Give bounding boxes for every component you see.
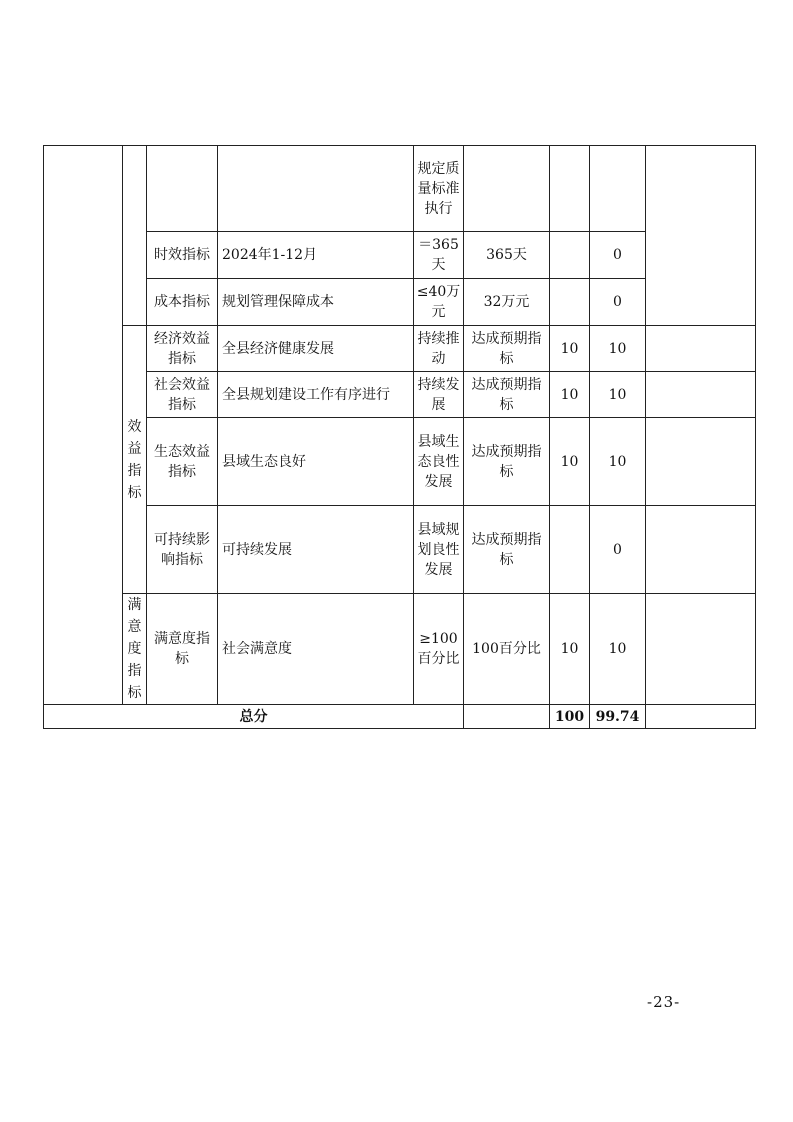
weight-cell: 10 [550, 326, 590, 372]
target-cell: ＝365天 [414, 232, 464, 279]
remark-cell [646, 146, 756, 326]
score-cell: 0 [590, 232, 646, 279]
benefit-group-cell: 效益指标 [123, 326, 147, 594]
actual-cell: 365天 [464, 232, 550, 279]
actual-cell: 32万元 [464, 279, 550, 326]
actual-cell: 100百分比 [464, 594, 550, 705]
weight-cell [550, 506, 590, 594]
indicator-cell: 生态效益指标 [147, 418, 218, 506]
remark-cell [646, 594, 756, 705]
target-cell: 持续发展 [414, 372, 464, 418]
target-cell: 持续推动 [414, 326, 464, 372]
indicator-cell: 社会效益指标 [147, 372, 218, 418]
satisfaction-group-cell: 满意度指标 [123, 594, 147, 705]
indicator-cell: 满意度指标 [147, 594, 218, 705]
remark-cell [646, 418, 756, 506]
content-cell: 县域生态良好 [218, 418, 414, 506]
actual-cell: 达成预期指标 [464, 326, 550, 372]
target-cell: 县域规划良性发展 [414, 506, 464, 594]
table-row [44, 326, 756, 372]
remark-cell [646, 506, 756, 594]
target-cell: ≥100百分比 [414, 594, 464, 705]
remark-cell [646, 372, 756, 418]
weight-cell: 10 [550, 372, 590, 418]
actual-cell: 达成预期指标 [464, 418, 550, 506]
category-cell [44, 146, 123, 705]
total-row [44, 705, 756, 729]
actual-cell: 达成预期指标 [464, 506, 550, 594]
total-weight: 100 [550, 705, 590, 729]
content-cell: 全县经济健康发展 [218, 326, 414, 372]
indicator-cell: 可持续影响指标 [147, 506, 218, 594]
score-cell: 10 [590, 372, 646, 418]
table-row [44, 506, 756, 594]
weight-cell [550, 279, 590, 326]
table-row [44, 594, 756, 705]
performance-table [43, 145, 756, 729]
content-cell: 社会满意度 [218, 594, 414, 705]
page-number: -23- [647, 993, 681, 1011]
indicator-cell: 时效指标 [147, 232, 218, 279]
total-label: 总分 [44, 705, 464, 729]
content-cell: 规划管理保障成本 [218, 279, 414, 326]
total-score: 99.74 [590, 705, 646, 729]
target-cell: 县域生态良性发展 [414, 418, 464, 506]
actual-cell: 达成预期指标 [464, 372, 550, 418]
score-cell: 0 [590, 279, 646, 326]
table-row [44, 146, 756, 232]
target-cell: ≤40万元 [414, 279, 464, 326]
target-cell: 规定质量标准执行 [414, 146, 464, 232]
content-cell: 2024年1-12月 [218, 232, 414, 279]
indicator-cell: 成本指标 [147, 279, 218, 326]
table-row [44, 372, 756, 418]
weight-cell: 10 [550, 594, 590, 705]
score-cell: 10 [590, 418, 646, 506]
weight-cell [550, 232, 590, 279]
score-cell: 10 [590, 326, 646, 372]
indicator-cell: 经济效益指标 [147, 326, 218, 372]
table-row [44, 418, 756, 506]
content-cell: 全县规划建设工作有序进行 [218, 372, 414, 418]
content-cell: 可持续发展 [218, 506, 414, 594]
score-cell: 0 [590, 506, 646, 594]
remark-cell [646, 326, 756, 372]
score-cell: 10 [590, 594, 646, 705]
weight-cell: 10 [550, 418, 590, 506]
remark-cell [646, 705, 756, 729]
subcategory-cell [123, 146, 147, 326]
